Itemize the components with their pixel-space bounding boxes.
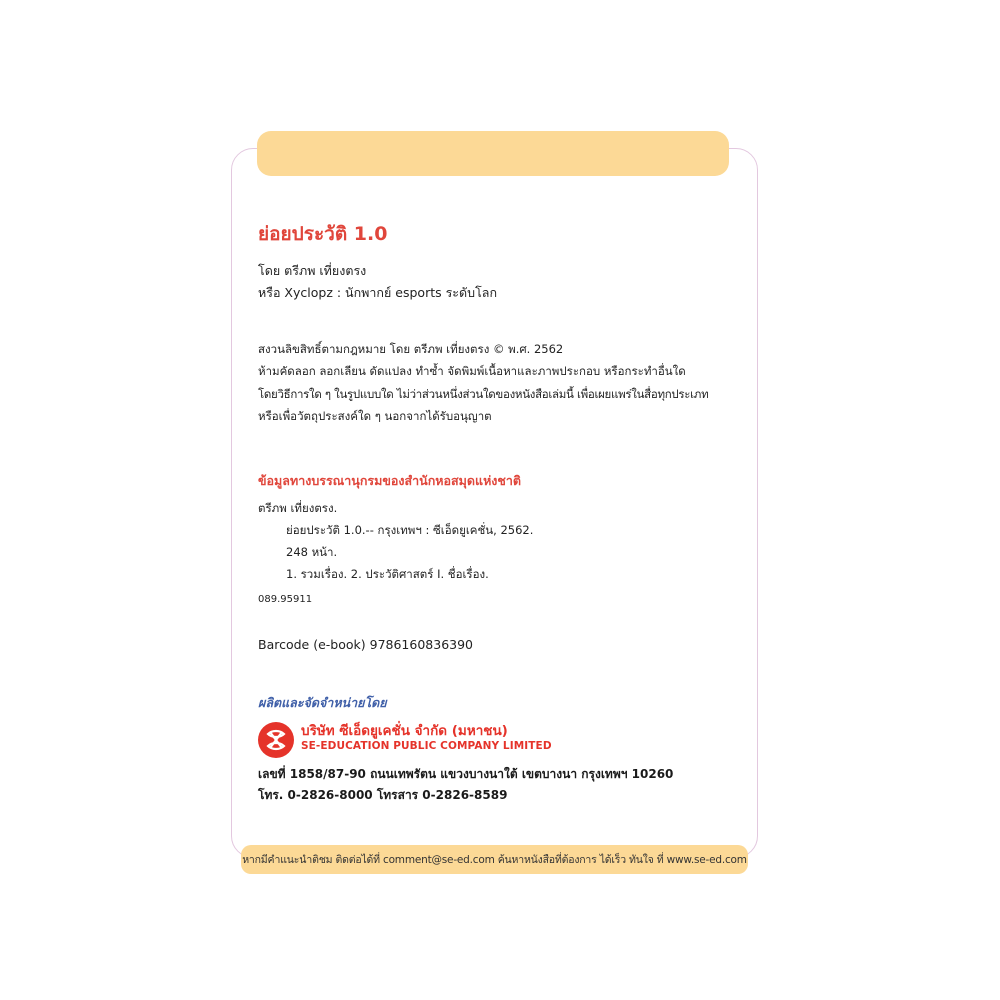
copyright-line-4: หรือเพื่อวัตถุประสงค์ใด ๆ นอกจากได้รับอนุญาต <box>258 409 492 423</box>
publisher-heading: ผลิตและจัดจำหน่ายโดย <box>258 695 387 710</box>
cip-subjects: 1. รวมเรื่อง. 2. ประวัติศาสตร์ I. ชื่อเรื่อง. <box>286 567 489 581</box>
se-ed-logo-icon <box>258 722 294 758</box>
author-line: โดย ตรีภพ เที่ยงตรง <box>258 263 367 278</box>
alias-line: หรือ Xyclopz : นักพากย์ esports ระดับโลก <box>258 285 498 300</box>
publisher-address: เลขที่ 1858/87-90 ถนนเทพรัตน แขวงบางนาใต้ เขตบางนา กรุงเทพฯ 10260 <box>258 767 674 781</box>
cip-pages: 248 หน้า. <box>286 545 338 559</box>
cip-author: ตรีภพ เที่ยงตรง. <box>258 501 338 515</box>
publisher-name-en: SE-EDUCATION PUBLIC COMPANY LIMITED <box>301 740 552 752</box>
copyright-line-2: ห้ามคัดลอก ลอกเลียน ดัดแปลง ทำซ้ำ จัดพิมพ์เนื้อหาและภาพประกอบ หรือกระทำอื่นใด <box>258 364 686 378</box>
publisher-name-th: บริษัท ซีเอ็ดยูเคชั่น จำกัด (มหาชน) <box>301 723 508 739</box>
footer-contact-text: หากมีคำแนะนำติชม ติดต่อได้ที่ comment@se-ed.com ค้นหาหนังสือที่ต้องการ ได้เร็ว ทันใจ ที่ www.se-ed.com <box>242 854 747 866</box>
barcode-line: Barcode (e-book) 9786160836390 <box>258 637 474 652</box>
cip-title-line: ย่อยประวัติ 1.0.-- กรุงเทพฯ : ซีเอ็ดยูเคชั่น, 2562. <box>286 523 534 537</box>
publisher-phone: โทร. 0-2826-8000 โทรสาร 0-2826-8589 <box>258 788 508 802</box>
header-band <box>257 131 729 176</box>
cip-class-number: 089.95911 <box>258 594 313 605</box>
copyright-line-3: โดยวิธีการใด ๆ ในรูปแบบใด ไม่ว่าส่วนหนึ่งส่วนใดของหนังสือเล่มนี้ เพื่อเผยแพร่ในสื่อทุกประเภท <box>258 387 709 401</box>
footer-band <box>241 845 748 874</box>
cip-heading: ข้อมูลทางบรรณานุกรมของสำนักหอสมุดแห่งชาติ <box>258 473 522 488</box>
copyright-line-1: สงวนลิขสิทธิ์ตามกฎหมาย โดย ตรีภพ เที่ยงตรง © พ.ศ. 2562 <box>258 342 564 356</box>
book-title: ย่อยประวัติ 1.0 <box>258 223 388 245</box>
